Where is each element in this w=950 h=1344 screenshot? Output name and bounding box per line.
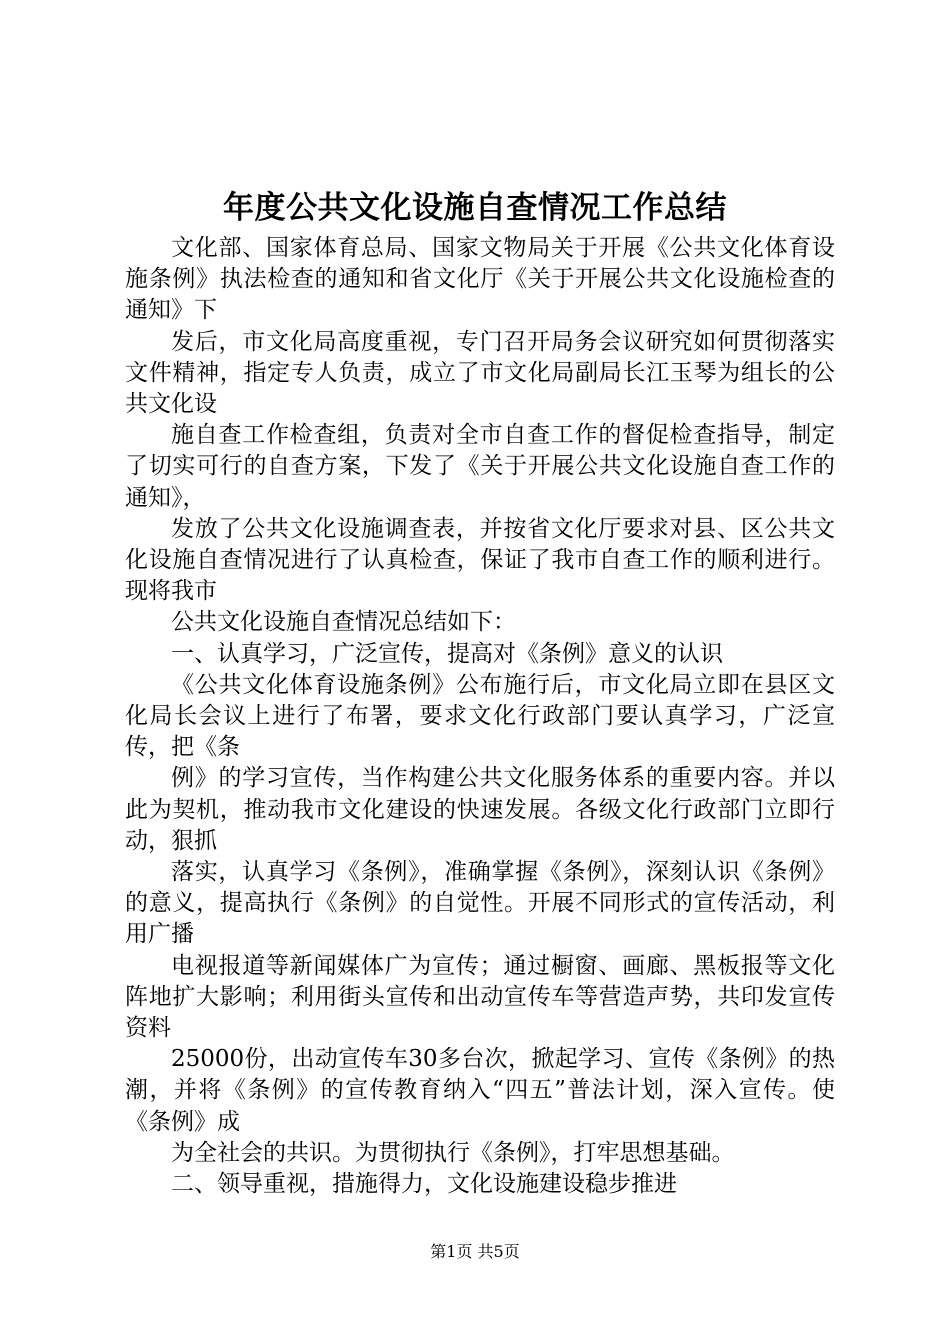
paragraph: 发后，市文化局高度重视，专门召开局务会议研究如何贯彻落实文件精神，指定专人负责，成立了市文化局副局长江玉琴为组长的公共文化设 [125, 328, 835, 418]
paragraph: 文化部、国家体育总局、国家文物局关于开展《公共文化体育设施条例》执法检查的通知和省文化厅《关于开展公共文化设施检查的通知》下 [125, 235, 835, 324]
document-body [125, 233, 835, 1200]
paragraph: 公共文化设施自查情况总结如下： [171, 609, 516, 636]
paragraph: 例》的学习宣传，当作构建公共文化服务体系的重要内容。并以此为契机，推动我市文化建设的快速发展。各级文化行政部门立即行动，狠抓 [125, 765, 835, 854]
paragraph: 发放了公共文化设施调查表，并按省文化厅要求对县、区公共文化设施自查情况进行了认真检查，保证了我市自查工作的顺利进行。现将我市 [125, 515, 835, 605]
paragraph: 落实，认真学习《条例》，准确掌握《条例》，深刻认识《条例》的意义，提高执行《条例》的自觉性。开展不同形式的宣传活动，利用广播 [125, 859, 835, 948]
paragraph: 施自查工作检查组，负责对全市自查工作的督促检查指导，制定了切实可行的自查方案，下发了《关于开展公共文化设施自查工作的通知》， [125, 422, 835, 511]
paragraph: 《公共文化体育设施条例》公布施行后，市文化局立即在县区文化局长会议上进行了布署，要求文化行政部门要认真学习，广泛宣传，把《条 [125, 671, 835, 761]
section-heading: 二、领导重视，措施得力，文化设施建设稳步推进 [171, 1171, 677, 1198]
paragraph: 为全社会的共识。为贯彻执行《条例》，打牢思想基础。 [171, 1139, 735, 1166]
document-title: 年度公共文化设施自查情况工作总结 [223, 190, 727, 226]
section-heading: 一、认真学习，广泛宣传，提高对《条例》意义的认识 [171, 640, 723, 667]
paragraph: 电视报道等新闻媒体广为宣传；通过橱窗、画廊、黑板报等文化阵地扩大影响；利用街头宣传和出动宣传车等营造声势，共印发宣传资料 [125, 952, 835, 1042]
page-number-footer: 第1页 共5页 [430, 1242, 520, 1261]
paragraph: 25000份，出动宣传车30多台次，掀起学习、宣传《条例》的热潮，并将《条例》的宣传教育纳入“四五”普法计划，深入宣传。使《条例》成 [125, 1046, 835, 1135]
